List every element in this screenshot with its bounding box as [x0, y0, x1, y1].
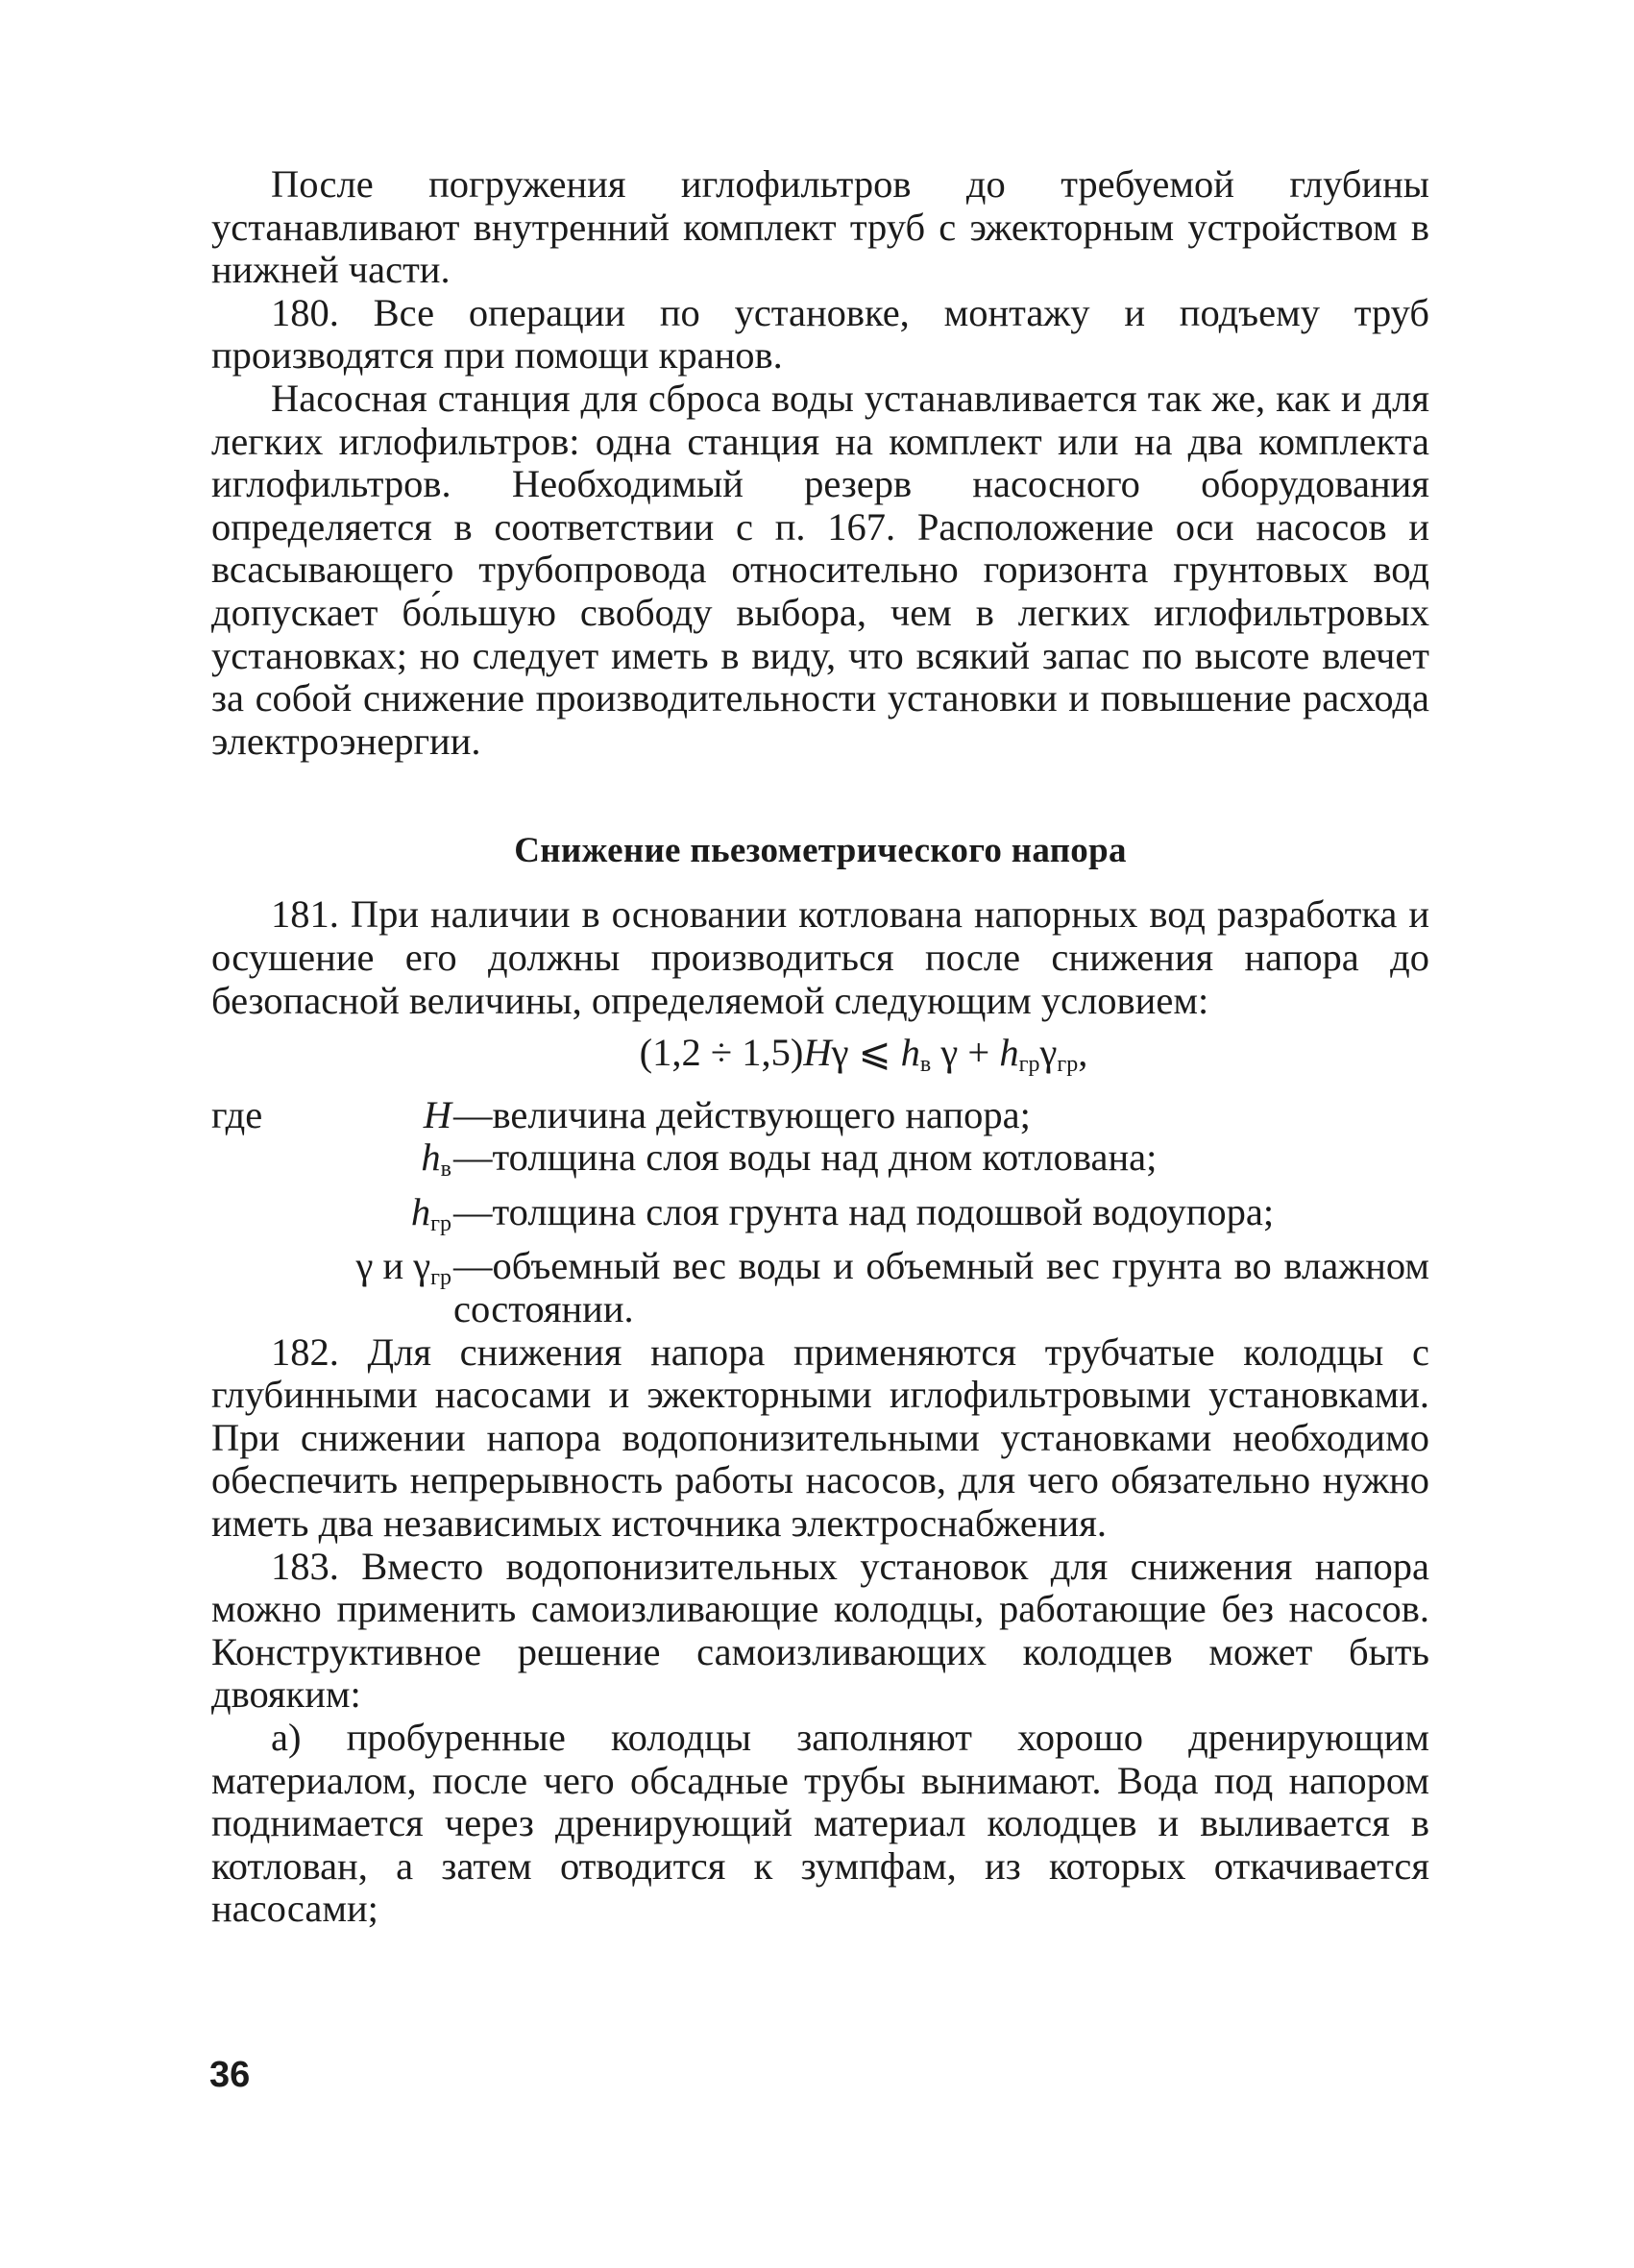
paragraph-181: 181. При наличии в основании котлована напорных вод разработка и осушение его должны производиться после снижения напора до безопасной величины, определяемой следующим условием:: [211, 892, 1429, 1022]
page-number: 36: [209, 2055, 251, 2095]
where-label: где: [211, 1092, 263, 1136]
paragraph-intro: После погружения иглофильтров до требуемой глубины устанавливают внутренний комплект труб с эжекторным устройством в нижней части.: [211, 162, 1429, 292]
paragraph-183: 183. Вместо водопонизительных установок для снижения напора можно применить самоизливающие колодцы, работающие без насосов. Конструктивное решение самоизливающих колодцев может быть двояким:: [211, 1544, 1429, 1717]
formula-gamma-plus: γ +: [931, 1031, 1000, 1075]
formula-trail: ,: [1078, 1031, 1088, 1075]
definition-text: —величина действующего напора;: [453, 1092, 1031, 1136]
definition-text: —объемный вес воды и объемный вес грунта во влажном состоянии.: [453, 1244, 1429, 1331]
definition-symbol: [211, 1136, 451, 1191]
formula-hb-sub: в: [919, 1052, 932, 1078]
definition-row: [211, 1094, 1429, 1137]
symbol-hb: h: [421, 1135, 441, 1180]
formula-gamma-gr-sub: гр: [1057, 1052, 1079, 1078]
definition-text: —толщина слоя воды над дном котлована;: [453, 1135, 1158, 1180]
symbol-hgr-sub: гр: [430, 1210, 451, 1236]
formula-hgr: h: [999, 1031, 1019, 1075]
definition-text: —толщина слоя грунта над подошвой водоупора;: [453, 1189, 1275, 1233]
section-spacer: [211, 763, 1429, 830]
formula-gamma: γ: [831, 1031, 849, 1075]
definition-symbol: [211, 1245, 451, 1300]
definition-row: [211, 1245, 1429, 1330]
definition-row: [211, 1191, 1429, 1246]
paragraph-180: 180. Все операции по установке, монтажу и подъему труб производятся при помощи кранов.: [211, 290, 1429, 378]
formula-H: H: [803, 1031, 832, 1075]
formula-hb: h: [900, 1031, 920, 1075]
symbol-hgr: h: [410, 1189, 431, 1233]
definition-symbol: [211, 1191, 451, 1246]
formula-gamma-gr: γ: [1039, 1031, 1058, 1075]
formula-hgr-sub: гр: [1018, 1052, 1040, 1078]
symbol-H: H: [423, 1092, 451, 1136]
symbol-gamma-sub: гр: [430, 1265, 451, 1291]
symbol-hb-sub: в: [440, 1157, 451, 1183]
formula-lead: (1,2 ÷ 1,5): [639, 1031, 804, 1075]
formula-leq: ⩽: [848, 1031, 901, 1075]
definition-row: [211, 1136, 1429, 1191]
paragraph-182: 182. Для снижения напора применяются трубчатые колодцы с глубинными насосами и эжекторными иглофильтровыми установками. При снижении напора водопонизительными установками необходимо обеспечить непрерывность работы насосов, для чего обязательно нужно иметь два независимых источника электроснабжения.: [211, 1329, 1429, 1546]
section-heading: Снижение пьезометрического напора: [514, 831, 1127, 871]
paragraph-183a: а) пробуренные колодцы заполняют хорошо дренирующим материалом, после чего обсадные трубы вынимают. Вода под напором поднимается через дренирующий материал колодцев и выливается в котлован, а затем отводится к зумпфам, из которых откачивается насосами;: [211, 1716, 1429, 1931]
paragraph-pump-station: Насосная станция для сброса воды устанавливается так же, как и для легких иглофильтров: одна станция на комплект или на два комплекта иглофильтров. Необходимый резерв насосного оборудования определяется в соответствии с п. 167. Расположение оси насосов и всасывающего трубопровода относительно горизонта грунтовых вод допускает бо́льшую свободу выбора, чем в легких иглофильтровых установках; но следует иметь в виду, что всякий запас по высоте влечет за собой снижение производительности установки и повышение расхода электроэнергии.: [211, 376, 1429, 763]
symbol-gamma: γ и γ: [355, 1244, 431, 1288]
page-body: [211, 163, 1429, 1931]
definitions-list: [211, 1094, 1429, 1331]
formula-condition: [298, 1032, 1429, 1086]
